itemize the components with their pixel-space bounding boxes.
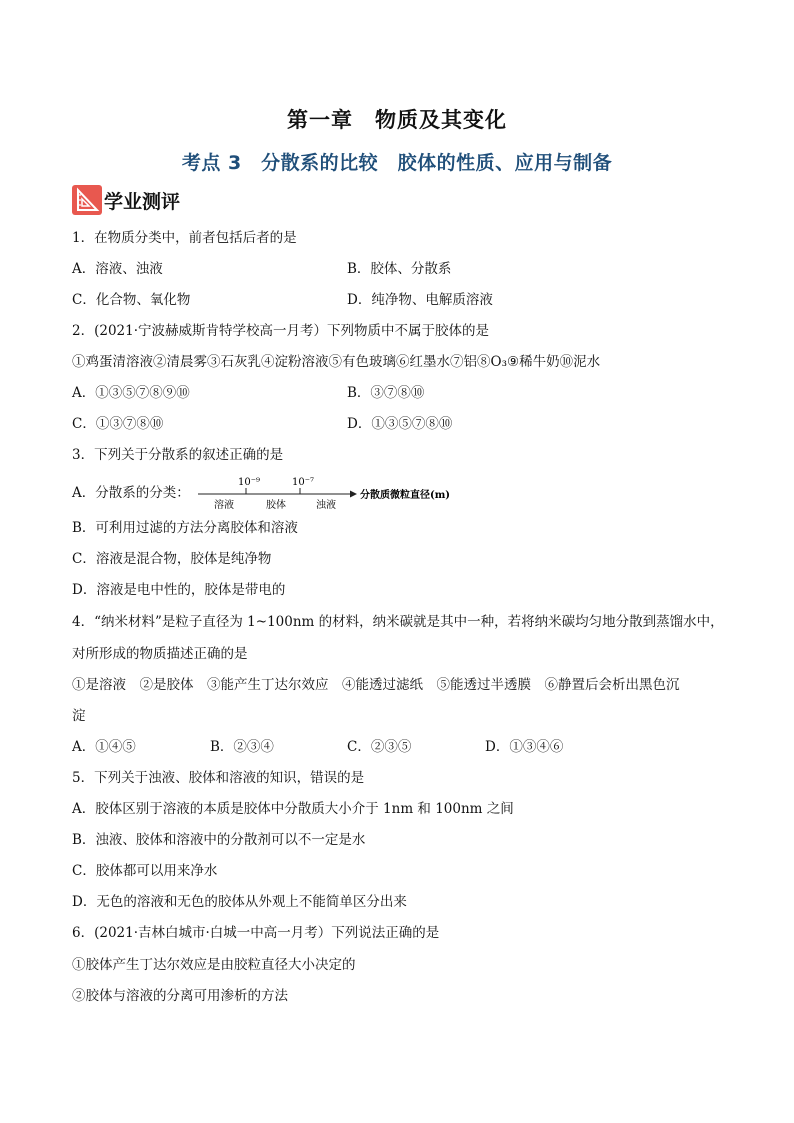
- q3-option-a: A．分散系的分类：: [72, 485, 190, 501]
- segment-colloid: 胶体: [266, 500, 286, 511]
- q5-option-b: B．浊液、胶体和溶液中的分散剂可以不一定是水: [72, 832, 366, 848]
- q1-option-b: B．胶体、分散系: [347, 261, 452, 277]
- q2-items: ①鸡蛋清溶液②清晨雾③石灰乳④淀粉溶液⑤有色玻璃⑥红墨水⑦铝⑧O₃⑨稀牛奶⑩泥水: [72, 354, 601, 370]
- q4-option-d: D．①③④⑥: [485, 739, 564, 755]
- axis-label: 分散质微粒直径(m): [360, 490, 451, 501]
- q4-items-line2: 淀: [72, 708, 86, 724]
- segment-solution: 溶液: [214, 500, 234, 511]
- q1-option-d: D．纯净物、电解质溶液: [347, 292, 493, 308]
- q4-items-line1: ①是溶液 ②是胶体 ③能产生丁达尔效应 ④能透过滤纸 ⑤能透过半透膜 ⑥静置后会析出黑色沉: [72, 677, 680, 693]
- q1-option-c: C．化合物、氧化物: [72, 292, 191, 308]
- segment-suspension: 浊液: [316, 500, 336, 511]
- tick-label-1: 10⁻⁹: [238, 477, 261, 488]
- topic-title: 考点 3 分散系的比较 胶体的性质、应用与制备: [181, 152, 613, 174]
- q5-option-a: A．胶体区别于溶液的本质是胶体中分散质大小介于 1nm 和 100nm 之间: [72, 801, 514, 817]
- q2-stem: 2．(2021·宁波赫威斯肯特学校高一月考）下列物质中不属于胶体的是: [72, 323, 490, 339]
- q4-stem-line1: 4．“纳米材料”是粒子直径为 1~100nm 的材料，纳米碳就是其中一种，若将纳米碳均匀地分散到蒸馏水中，: [72, 614, 724, 630]
- axis-arrow: [350, 491, 357, 498]
- q6-statement-2: ②胶体与溶液的分离可用渗析的方法: [72, 988, 288, 1004]
- chapter-title: 第一章 物质及其变化: [287, 108, 507, 132]
- q3-option-d: D．溶液是电中性的，胶体是带电的: [72, 582, 286, 598]
- q2-option-d: D．①③⑤⑦⑧⑩: [347, 416, 453, 432]
- tick-label-2: 10⁻⁷: [292, 477, 315, 488]
- ruler-triangle-icon: [72, 185, 102, 215]
- q3-option-b: B．可利用过滤的方法分离胶体和溶液: [72, 520, 298, 536]
- q6-statement-1: ①胶体产生丁达尔效应是由胶粒直径大小决定的: [72, 957, 356, 973]
- q3-option-c: C．溶液是混合物，胶体是纯净物: [72, 551, 272, 567]
- q4-option-c: C．②③⑤: [347, 739, 412, 755]
- section-heading: [72, 184, 180, 216]
- section-label: 学业测评: [104, 190, 181, 213]
- q4-option-a: A．①④⑤: [72, 739, 136, 755]
- q4-option-b: B．②③④: [210, 739, 274, 755]
- q1-option-a: A．溶液、浊液: [72, 261, 163, 277]
- q5-option-c: C．胶体都可以用来净水: [72, 863, 218, 879]
- q4-stem-line2: 对所形成的物质描述正确的是: [72, 646, 248, 662]
- q2-option-b: B．③⑦⑧⑩: [347, 385, 425, 401]
- q1-stem: 1．在物质分类中，前者包括后者的是: [72, 230, 297, 246]
- q2-option-a: A．①③⑤⑦⑧⑨⑩: [72, 385, 190, 401]
- q3-stem: 3．下列关于分散系的叙述正确的是: [72, 447, 284, 463]
- dispersion-diagram: [196, 474, 466, 514]
- q2-option-c: C．①③⑦⑧⑩: [72, 416, 164, 432]
- q6-stem: 6．(2021·吉林白城市·白城一中高一月考）下列说法正确的是: [72, 925, 440, 941]
- q5-stem: 5．下列关于浊液、胶体和溶液的知识，错误的是: [72, 770, 365, 786]
- q5-option-d: D．无色的溶液和无色的胶体从外观上不能简单区分出来: [72, 894, 407, 910]
